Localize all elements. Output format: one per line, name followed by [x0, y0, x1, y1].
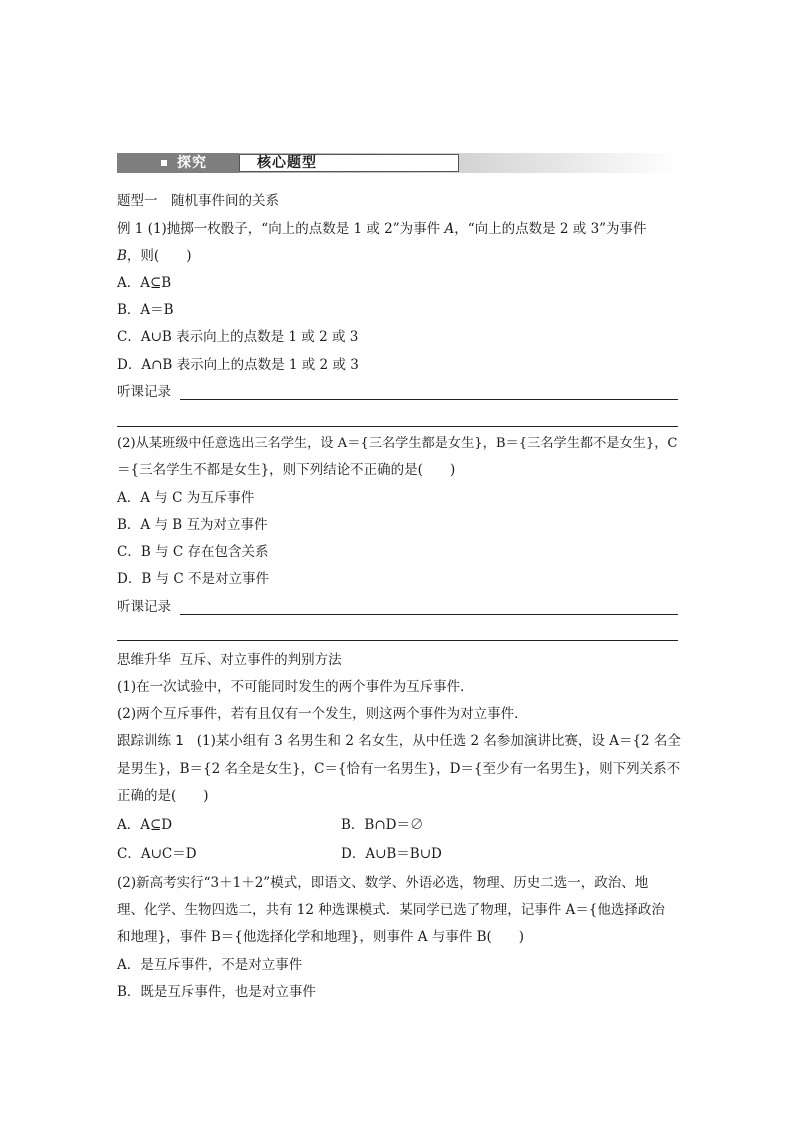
ex1-text-b: ，“向上的点数是 2 或 3”为事件: [454, 221, 647, 237]
ex1-text-a: 例 1 (1)抛掷一枚骰子，“向上的点数是 1 或 2”为事件: [117, 221, 445, 237]
ex1-question-line1: [117, 219, 647, 239]
topic-heading: 题型一 随机事件间的关系: [117, 193, 279, 209]
practice-label: 跟踪训练 1: [117, 733, 184, 749]
ex1-option-d: D．A∩B 表示向上的点数是 1 或 2 或 3: [117, 357, 359, 373]
thinking-heading: [117, 650, 342, 670]
thinking-point-2: (2)两个互斥事件，若有且仅有一个发生，则这两个事件为对立事件．: [117, 706, 528, 722]
practice-line2: 是男生}，B＝{2 名全是女生}，C＝{恰有一名男生}，D＝{至少有一名男生}，则下列关系不: [117, 761, 681, 777]
ex1-text-c: ，则( ): [126, 248, 192, 264]
ex2-question-line1: (2)从某班级中任意选出三名学生，设 A＝{三名学生都是女生}，B＝{三名学生都不是女生}，C: [117, 436, 678, 451]
practice-q2-line1: (2)新高考实行“3＋1＋2”模式，即语文、数学、外语必选，物理、历史二选一，政治、地: [117, 875, 649, 891]
practice-option-a: A．A⊆D: [117, 817, 173, 833]
thinking-label: 思维升华: [117, 652, 171, 668]
ex2-notes-line2: [117, 640, 678, 641]
ex2-option-d: D．B 与 C 不是对立事件: [117, 571, 269, 587]
ex1-option-c: C．A∪B 表示向上的点数是 1 或 2 或 3: [117, 329, 359, 345]
practice-option-c: C．A∪C＝D: [117, 846, 197, 862]
ex1-notes-line1: [180, 399, 678, 400]
ex2-option-b: B．A 与 B 互为对立事件: [117, 517, 268, 533]
ex2-notes-label: 听课记录: [117, 599, 171, 615]
ex2-option-c: C．B 与 C 存在包含关系: [117, 544, 269, 560]
ex2-question-line2: ＝{三名学生不都是女生}，则下列结论不正确的是( ): [117, 462, 456, 478]
practice-line3: 正确的是( ): [117, 788, 209, 804]
practice-line1: [117, 731, 681, 751]
ex1-option-a: A．A⊆B: [117, 275, 172, 291]
practice-q2-option-b: B．既是互斥事件，也是对立事件: [117, 984, 316, 1000]
ex1-question-line2: [117, 246, 191, 266]
ex1-notes-line2: [117, 426, 678, 427]
practice-q2-option-a: A．是互斥事件，不是对立事件: [117, 957, 303, 973]
practice-q2-line3: 和地理}，事件 B＝{他选择化学和地理}，则事件 A 与事件 B( ): [117, 929, 525, 945]
ex2-notes-line1: [180, 614, 678, 615]
banner-right-label: 核心题型: [257, 155, 317, 171]
ex1-notes-label: 听课记录: [117, 384, 171, 400]
ex2-option-a: A．A 与 C 为互斥事件: [117, 490, 255, 506]
practice-option-d: D．A∪B＝B∪D: [341, 846, 442, 862]
thinking-point-1: (1)在一次试验中，不可能同时发生的两个事件为互斥事件．: [117, 679, 474, 695]
ex1-var-a: A: [444, 221, 455, 237]
ex1-option-b: B．A＝B: [117, 302, 174, 318]
section-banner: [117, 153, 679, 173]
thinking-title: 互斥、对立事件的判别方法: [179, 652, 342, 668]
banner-left-label: 探究: [177, 155, 207, 171]
practice-q1-text1: (1)某小组有 3 名男生和 2 名女生，从中任选 2 名参加演讲比赛，设 A＝{2 名全: [196, 733, 681, 749]
practice-q2-line2: 理、化学、生物四选二，共有 12 种选课模式．某同学已选了物理，记事件 A＝{他选择政治: [117, 902, 665, 918]
ex1-var-b: B: [117, 248, 127, 264]
practice-option-b: B．B∩D＝∅: [341, 817, 424, 833]
square-bullet-icon: [161, 160, 167, 166]
